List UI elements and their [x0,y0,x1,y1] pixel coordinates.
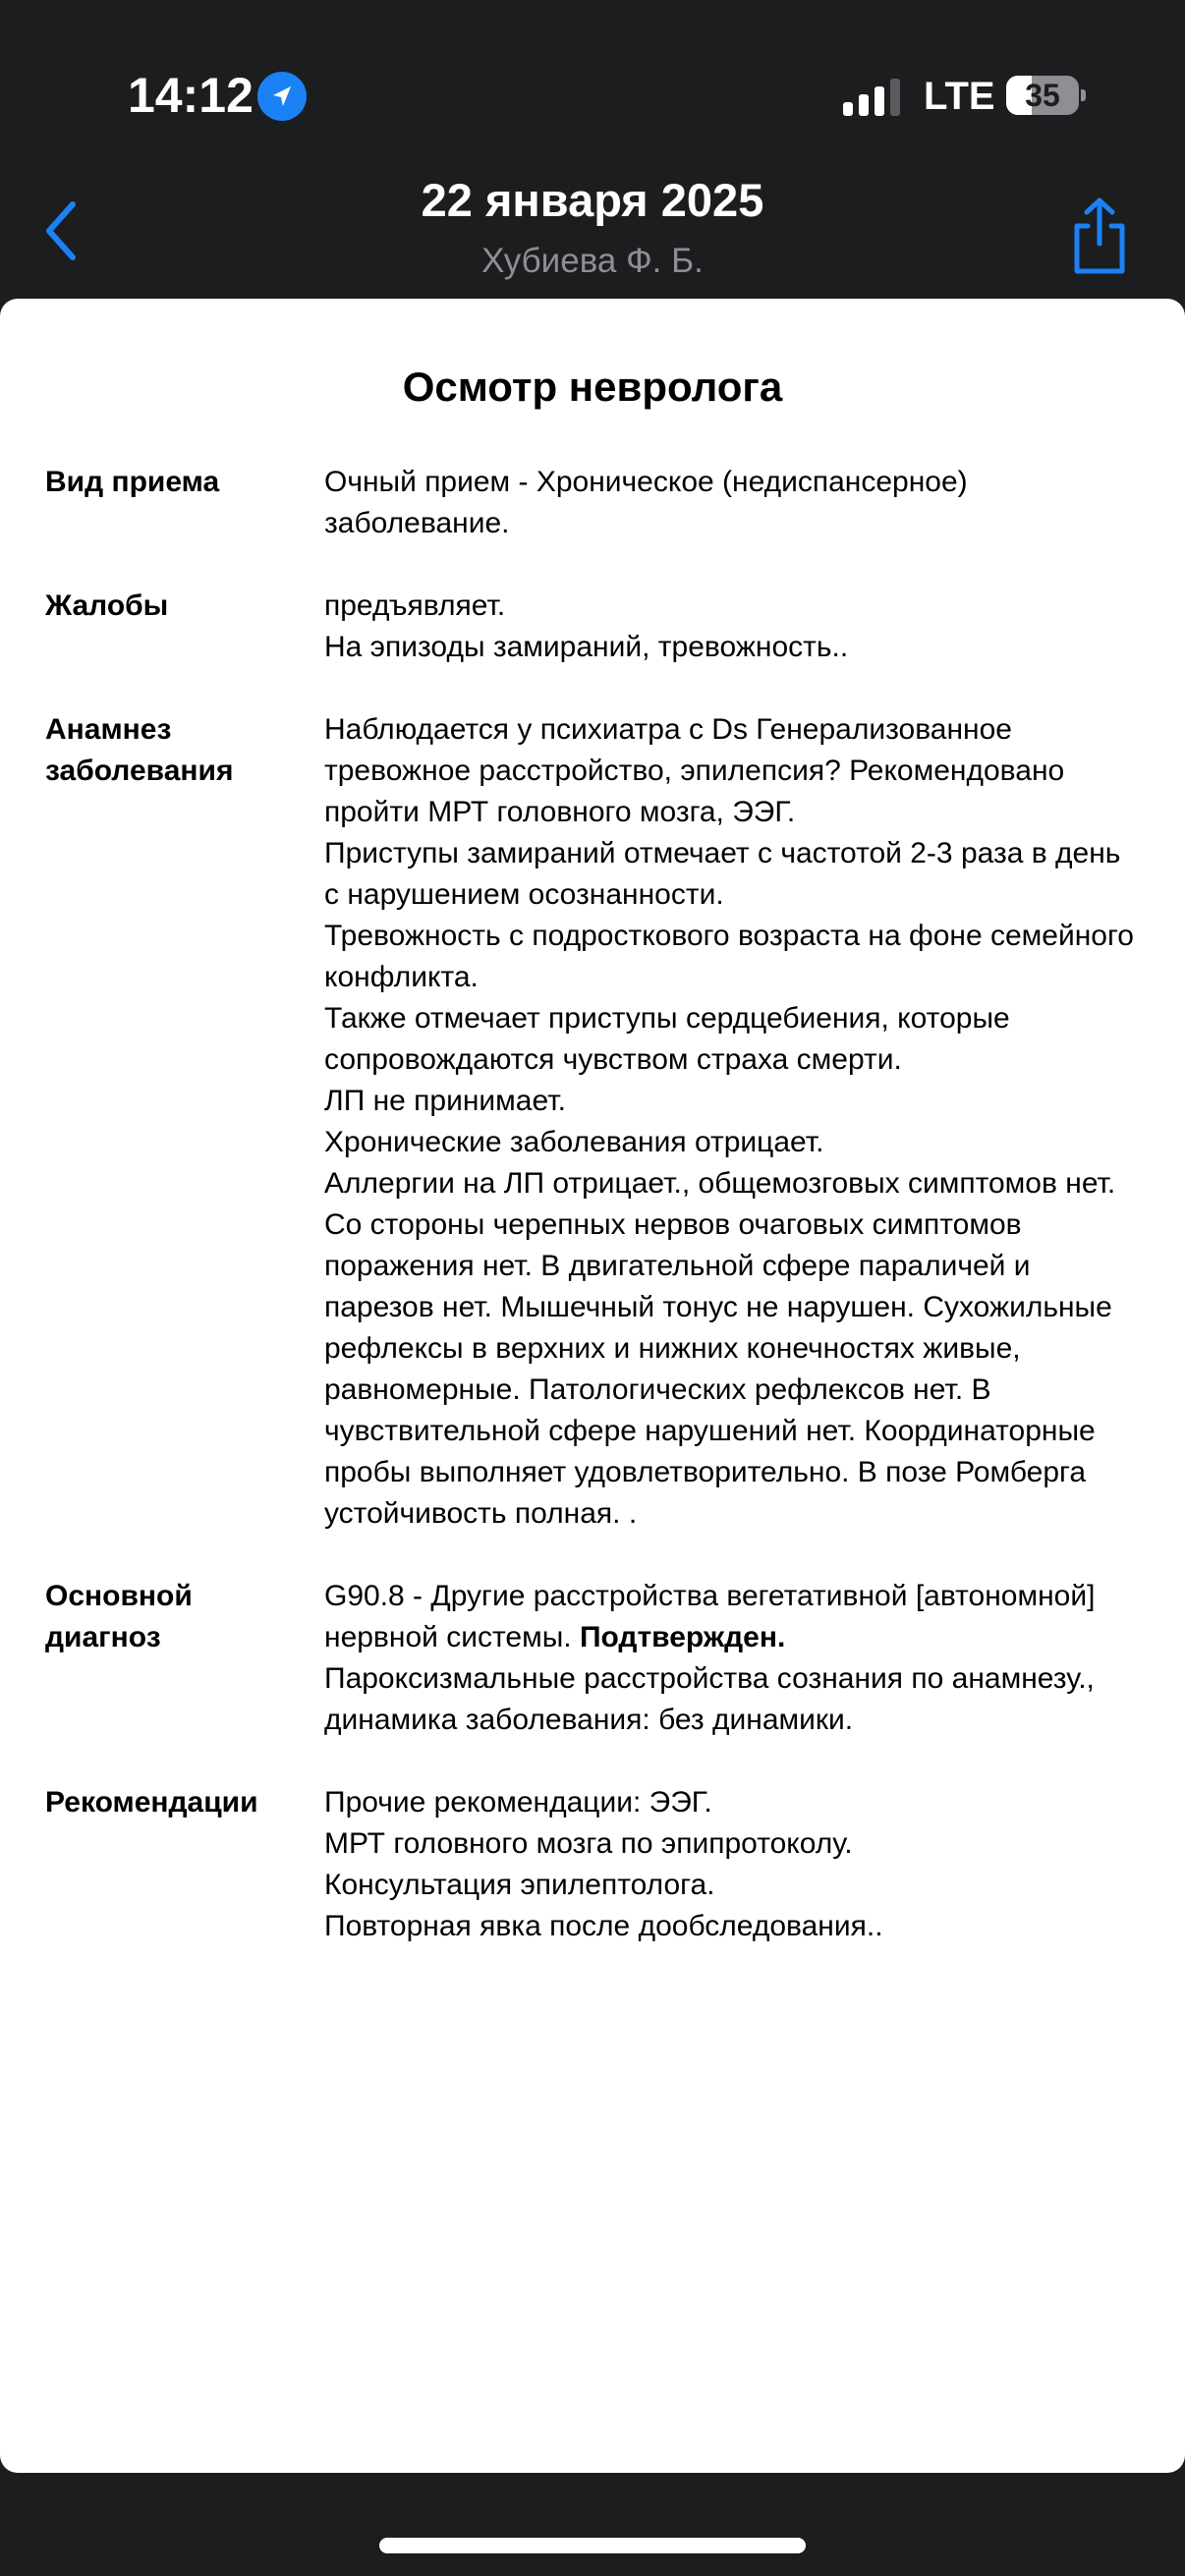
status-time: 14:12 [128,68,254,123]
section-label: Основной диагноз [45,1580,193,1653]
section-value [324,462,1140,544]
section-line: Хронические заболевания отрицает. [324,1126,824,1158]
section-label: Рекомендации [45,1786,258,1819]
section-line: На эпизоды замираний, тревожность.. [324,631,849,663]
cellular-signal-icon [843,77,902,116]
location-arrow-icon [257,72,307,121]
section-value [324,1576,1140,1741]
network-type: LTE [924,75,995,118]
diagnosis-extra: Пароксизмальные расстройства сознания по анамнезу., динамика заболевания: без динамики. [324,1662,1095,1736]
section-label: Анамнез заболевания [45,713,234,787]
share-button[interactable] [1065,196,1134,275]
diagnosis-line [324,1576,1140,1658]
home-indicator[interactable] [379,2538,806,2553]
section-line: Аллергии на ЛП отрицает., общемозговых симптомов нет. Со стороны черепных нервов очаговых симптомов поражения нет. В двигательной сфере параличей и парезов нет. Мышечный тонус не нарушен. Сухожильные рефлексы в верхних и нижних конечностях живые, равномерные. Патологических рефлексов нет. В чувствительной сфере нарушений нет. Координаторные пробы выполняет удовлетворительно. В позе Ромберга устойчивость полная. . [324,1167,1116,1530]
diagnosis-status: Подтвержден. [579,1621,786,1653]
document-card [0,299,1185,2473]
section-line: Очный прием - Хроническое (недиспансерное) заболевание. [324,466,968,539]
status-bar [0,0,1185,187]
document-title: Осмотр невролога [402,364,783,410]
section-line: Консультация эпилептолога. [324,1869,715,1901]
document-sections [45,462,1146,1988]
section-value [324,709,1140,1535]
battery-icon [1006,76,1079,115]
section-value [324,1782,1140,1947]
section-label: Жалобы [45,589,169,622]
section-line: ЛП не принимает. [324,1085,566,1117]
section-line: предъявляет. [324,589,506,622]
section-line: Тревожность с подросткового возраста на фоне семейного конфликта. [324,920,1134,993]
battery-tip [1081,89,1086,101]
nav-bar [0,167,1185,295]
section-line: МРТ головного мозга по эпипротоколу. [324,1827,853,1860]
section-value [324,586,1140,668]
section-complaints [45,586,1146,668]
section-visit-type [45,462,1146,544]
nav-subtitle: Хубиева Ф. Б. [481,242,704,280]
section-line: Приступы замираний отмечает с частотой 2-3 раза в день с нарушением осознанности. [324,837,1121,911]
section-line: Повторная явка после дообследования.. [324,1910,883,1942]
section-recommendations [45,1782,1146,1947]
section-label: Вид приема [45,466,220,498]
battery-percent: 35 [1025,78,1060,113]
nav-title: 22 января 2025 [421,174,764,226]
section-line: Прочие рекомендации: ЭЭГ. [324,1786,712,1819]
diagnosis-text: G90.8 - Другие расстройства вегетативной [автономной] нервной системы. [324,1580,1096,1653]
section-diagnosis [45,1576,1146,1741]
share-icon [1065,196,1134,275]
section-line: Наблюдается у психиатра с Ds Генерализованное тревожное расстройство, эпилепсия? Рекомендовано пройти МРТ головного мозга, ЭЭГ. [324,713,1065,828]
section-line: Также отмечает приступы сердцебиения, которые сопровождаются чувством страха смерти. [324,1002,1010,1076]
section-anamnesis [45,709,1146,1535]
